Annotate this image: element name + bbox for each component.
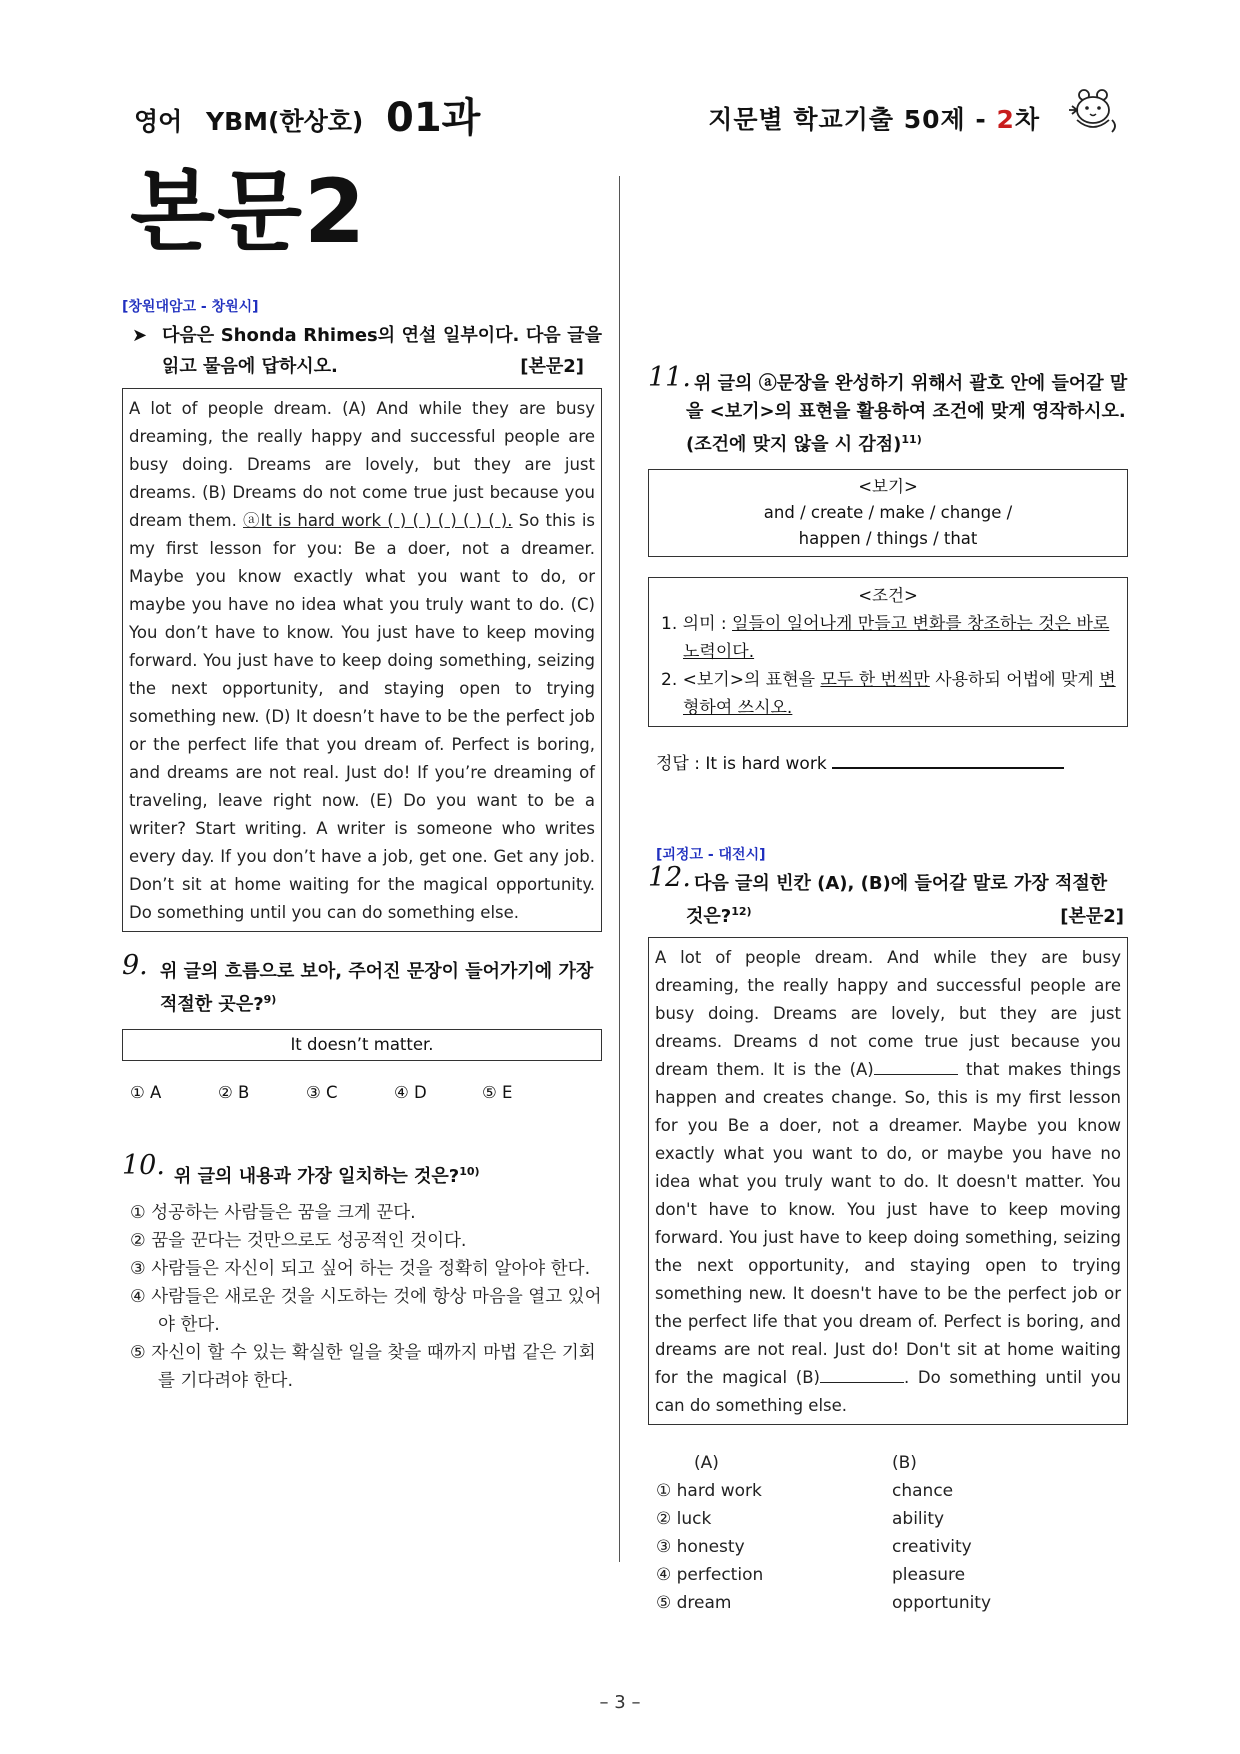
choice-2[interactable]: ② 꿈을 꾼다는 것만으로도 성공적인 것이다.	[130, 1231, 467, 1251]
condition-emphasis: 모두 한 번씩만	[820, 670, 930, 690]
conditions-title: <조건>	[858, 586, 918, 605]
choice-5-a[interactable]: ⑤ dream	[656, 1593, 732, 1613]
page-number: – 3 –	[599, 1692, 641, 1713]
condition-text-end: 변형하여 쓰시오.	[683, 670, 1116, 718]
q12-choices	[648, 1449, 1128, 1617]
choice-1[interactable]: ① A	[130, 1083, 162, 1102]
choice-1-b: chance	[892, 1481, 954, 1501]
source-label: [괴정고 - 대전시]	[656, 847, 766, 863]
condition-number: 2.	[661, 670, 678, 690]
bogi-line-2: happen / things / that	[798, 529, 978, 548]
question-12	[648, 862, 1128, 931]
given-sentence-box: It doesn’t matter.	[122, 1029, 602, 1061]
choice-5-b: opportunity	[892, 1593, 992, 1613]
question-text: 위 글의 흐름으로 보아, 주어진 문장이 들어가기에 가장 적절한 곳은?	[160, 961, 594, 1015]
series-label	[708, 100, 1040, 136]
column-divider	[619, 176, 620, 1562]
condition-label: 의미 :	[682, 614, 733, 634]
question-text: 위 글의 ⓐ문장을 완성하기 위해서 괄호 안에 들어갈 말을 <보기>의 표현을 활용하여 조건에 맞게 영작하시오. (조건에 맞지 않을 시 감점)	[686, 373, 1128, 455]
condition-text: 일들이 일어나게 만들고 변화를 창조하는 것은 바로 노력이다.	[683, 614, 1110, 662]
subject-label: 영어	[134, 107, 183, 136]
footnote-ref: 11)	[901, 433, 922, 446]
choice-3-a[interactable]: ③ honesty	[656, 1537, 745, 1557]
choice-1[interactable]: ① 성공하는 사람들은 꿈을 크게 꾼다.	[130, 1203, 416, 1223]
question-number: 10.	[122, 1150, 165, 1181]
reading-passage	[122, 388, 602, 932]
answer-row	[648, 749, 1128, 774]
passage-tag: [본문2]	[1060, 906, 1124, 927]
condition-text-mid: 사용하되 어법에 맞게	[929, 670, 1100, 690]
answer-label: 정답 : It is hard work	[656, 754, 833, 774]
column-a-header: (A)	[694, 1453, 719, 1473]
footnote-ref: 9)	[263, 993, 277, 1006]
q10-choices	[122, 1199, 602, 1395]
question-text: 다음 글의 빈칸 (A), (B)에 들어갈 말로 가장 적절한 것은?	[686, 873, 1108, 927]
question-10	[122, 1150, 602, 1191]
bogi-title: <보기>	[858, 477, 918, 496]
page-header	[134, 84, 1120, 140]
passage-text-1: A lot of people dream. (A) And while they are busy dreaming, the really happy and successful people are busy doing. Dreams are lovely, but they are just dreams. (B) Dreams do not come true just because you dream them.	[129, 399, 595, 530]
section-title: 본문2	[130, 160, 368, 263]
reading-passage	[648, 937, 1128, 1425]
blank-a	[874, 1057, 958, 1075]
choice-3[interactable]: ③ C	[306, 1083, 338, 1102]
bogi-box	[648, 469, 1128, 557]
column-b-header: (B)	[892, 1453, 917, 1473]
choice-2-a[interactable]: ② luck	[656, 1509, 712, 1529]
choice-2[interactable]: ② B	[218, 1083, 250, 1102]
choice-3-b: creativity	[892, 1537, 972, 1557]
series-prefix: 지문별 학교기출 50제 -	[708, 105, 997, 134]
choice-1-a[interactable]: ① hard work	[656, 1481, 762, 1501]
answer-blank[interactable]	[832, 751, 1064, 769]
choice-4[interactable]: ④ 사람들은 새로운 것을 시도하는 것에 항상 마음을 열고 있어야 한다.	[130, 1287, 602, 1335]
footnote-ref: 10)	[459, 1165, 480, 1178]
footnote-ref: 12)	[731, 905, 752, 918]
question-number: 9.	[122, 950, 148, 981]
q9-choices	[122, 1083, 602, 1102]
question-text: 위 글의 내용과 가장 일치하는 것은?	[174, 1166, 460, 1187]
question-number: 11.	[648, 362, 691, 393]
passage-tag: [본문2]	[520, 356, 584, 377]
question-11	[648, 362, 1128, 459]
condition-text: <보기>의 표현을	[682, 670, 821, 690]
passage-text-2: that makes things happen and creates change. So, this is my first lesson for you Be a doer, not a dreamer. Maybe you know exactly what you want to do, or maybe you have no idea what you truly want to do. It doesn't matter. You don't have to know. You just have to keep moving forward. You just have to keep doing something, seizing the next opportunity, and staying open to trying something new. It doesn't have to be the perfect job or the perfect life that you dream of. Perfect is boring, and dreams are not real. Just do! Don't sit at home waiting for the magical (B)	[655, 1060, 1121, 1387]
mascot-icon	[1066, 86, 1120, 136]
question-9	[122, 950, 602, 1019]
arrow-icon: ➤	[132, 325, 148, 346]
choice-4-b: pleasure	[892, 1565, 966, 1585]
lesson-label: 01과	[386, 95, 481, 141]
condition-2	[655, 666, 1121, 722]
question-number: 12.	[648, 862, 691, 893]
choice-5[interactable]: ⑤ E	[482, 1083, 513, 1102]
conditions-box	[648, 577, 1128, 727]
passage-text-3: . Do something until you can do something else.	[655, 1368, 1121, 1415]
choice-3[interactable]: ③ 사람들은 자신이 되고 싶어 하는 것을 정확히 알아야 한다.	[130, 1259, 591, 1279]
textbook-label: YBM(한상호)	[206, 107, 364, 136]
bogi-line-1: and / create / make / change /	[763, 503, 1013, 522]
choice-4[interactable]: ④ D	[394, 1083, 427, 1102]
source-label: [창원대암고 - 창원시]	[122, 299, 259, 315]
right-column	[648, 362, 1128, 1617]
instruction	[122, 320, 602, 382]
condition-number: 1.	[661, 614, 678, 634]
choice-4-a[interactable]: ④ perfection	[656, 1565, 764, 1585]
round-number: 2	[996, 105, 1015, 134]
blank-b	[820, 1365, 904, 1383]
passage-text-2: So this is my first lesson for you: Be a doer, not a dreamer. Maybe you know exactly what you want to do, or maybe you have no idea what you truly want to do. (C) You don’t have to know. You just have to keep moving forward. You just have to keep doing something, seizing the next opportunity, and staying open to trying something new. (D) It doesn’t have to be the perfect job or the perfect life that you dream of. Perfect is boring, and dreams are not real. Just do! If you’re dreaming of traveling, leave right now. (E) Do you want to be a writer? Start writing. A writer is someone who writes every day. If you don’t have a job, get one. Get any job. Don’t sit at home waiting for the magical opportunity. Do something until you can do something else.	[129, 511, 595, 922]
instruction-text: 다음은 Shonda Rhimes의 연설 일부이다. 다음 글을 읽고 물음에 답하시오.	[162, 325, 602, 377]
round-suffix: 차	[1014, 105, 1040, 134]
choice-5[interactable]: ⑤ 자신이 할 수 있는 확실한 일을 찾을 때까지 마법 같은 기회를 기다려야 한다.	[130, 1343, 596, 1391]
choice-2-b: ability	[892, 1509, 945, 1529]
passage-text-1: A lot of people dream. And while they are busy dreaming, the really happy and successful people are busy doing. Dreams are lovely, but they are just dreams. Dreams d not come true just because you dream them. It is the (A)	[655, 948, 1121, 1079]
left-column	[122, 296, 602, 1395]
passage-marked-sentence: ⓐIt is hard work ( ) ( ) ( ) ( ) ( ).	[243, 511, 513, 530]
condition-1	[655, 610, 1121, 666]
